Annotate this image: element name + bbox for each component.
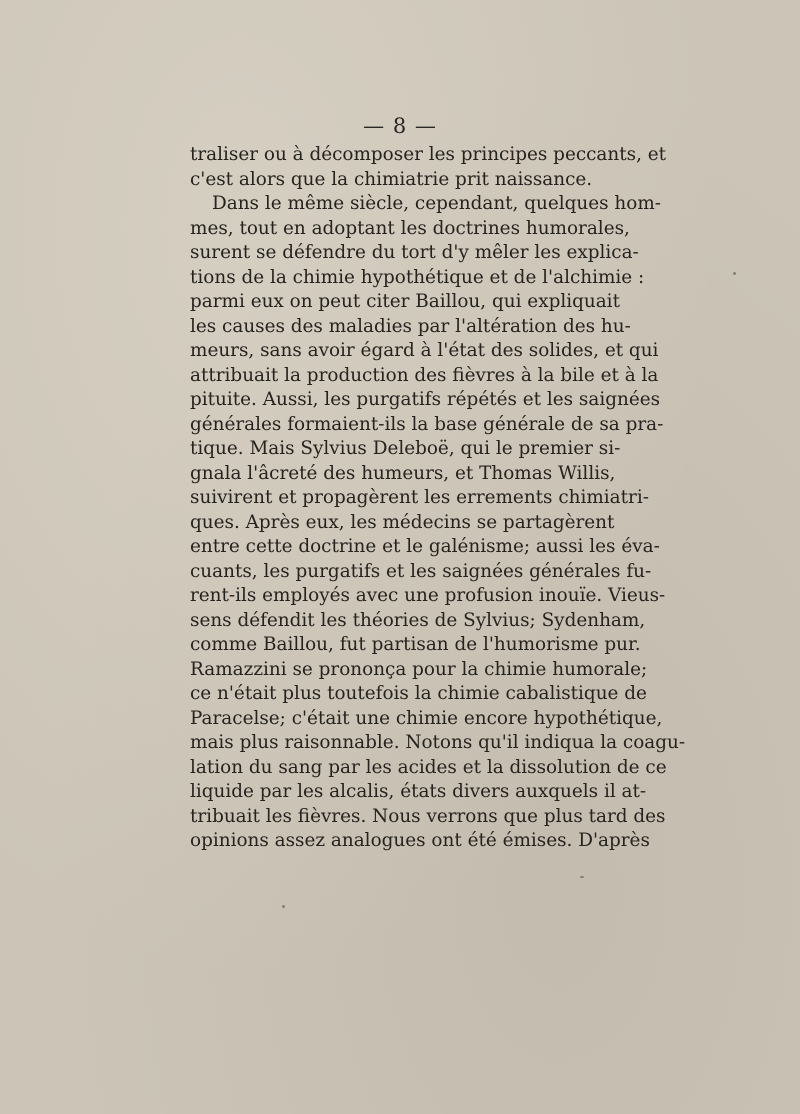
text-line: les causes des maladies par l'altération des hu- [190,315,631,337]
text-line: c'est alors que la chimiatrie prit naissance. [190,168,593,190]
text-line: meurs, sans avoir égard à l'état des solides, et qui [190,340,659,361]
paper-speck [282,905,285,908]
text-line: attribuait la production des fièvres à la bile et à la [190,364,659,386]
text-line: ce n'était plus toutefois la chimie cabalistique de [190,683,647,704]
text-line: rent-ils employés avec une profusion inouïe. Vieus- [190,585,666,606]
text-line: pituite. Aussi, les purgatifs répétés et les saignées [190,389,661,410]
text-line: générales formaient-ils la base générale de sa pra- [190,413,664,435]
text-line: Ramazzini se prononça pour la chimie humorale; [190,658,648,680]
text-line: mes, tout en adoptant les doctrines humorales, [190,217,630,239]
text-line: Dans le même siècle, cependant, quelques hom- [212,193,661,214]
text-line: tribuait les fièvres. Nous verrons que plus tard des [190,805,666,827]
text-line: gnala l'âcreté des humeurs, et Thomas Willis, [190,462,616,484]
page-number: — 8 — [363,114,437,138]
text-line: comme Baillou, fut partisan de l'humorisme pur. [190,634,641,655]
text-line: parmi eux on peut citer Baillou, qui expliquait [190,291,620,312]
text-line: mais plus raisonnable. Notons qu'il indiqua la coagu- [190,732,686,753]
text-line: traliser ou à décomposer les principes peccants, et [190,144,667,165]
text-line: tions de la chimie hypothétique et de l'alchimie : [190,266,645,288]
text-line: Paracelse; c'était une chimie encore hypothétique, [190,707,663,729]
text-line: sens défendit les théories de Sylvius; Sydenham, [190,609,646,631]
text-line: cuants, les purgatifs et les saignées générales fu- [190,560,652,582]
paper-speck [733,272,736,275]
text-line: ques. Après eux, les médecins se partagèrent [190,511,615,533]
body-text [190,143,686,854]
text-line: suivirent et propagèrent les errements chimiatri- [190,487,649,508]
text-line: surent se défendre du tort d'y mêler les explica- [190,242,639,263]
text-line: tique. Mais Sylvius Deleboë, qui le premier si- [190,438,621,459]
paper-speck [580,876,584,878]
text-line: liquide par les alcalis, états divers auxquels il at- [190,781,647,802]
text-line: lation du sang par les acides et la dissolution de ce [190,756,667,778]
text-line: opinions assez analogues ont été émises. D'après [190,830,650,851]
text-line: entre cette doctrine et le galénisme; aussi les éva- [190,536,660,557]
